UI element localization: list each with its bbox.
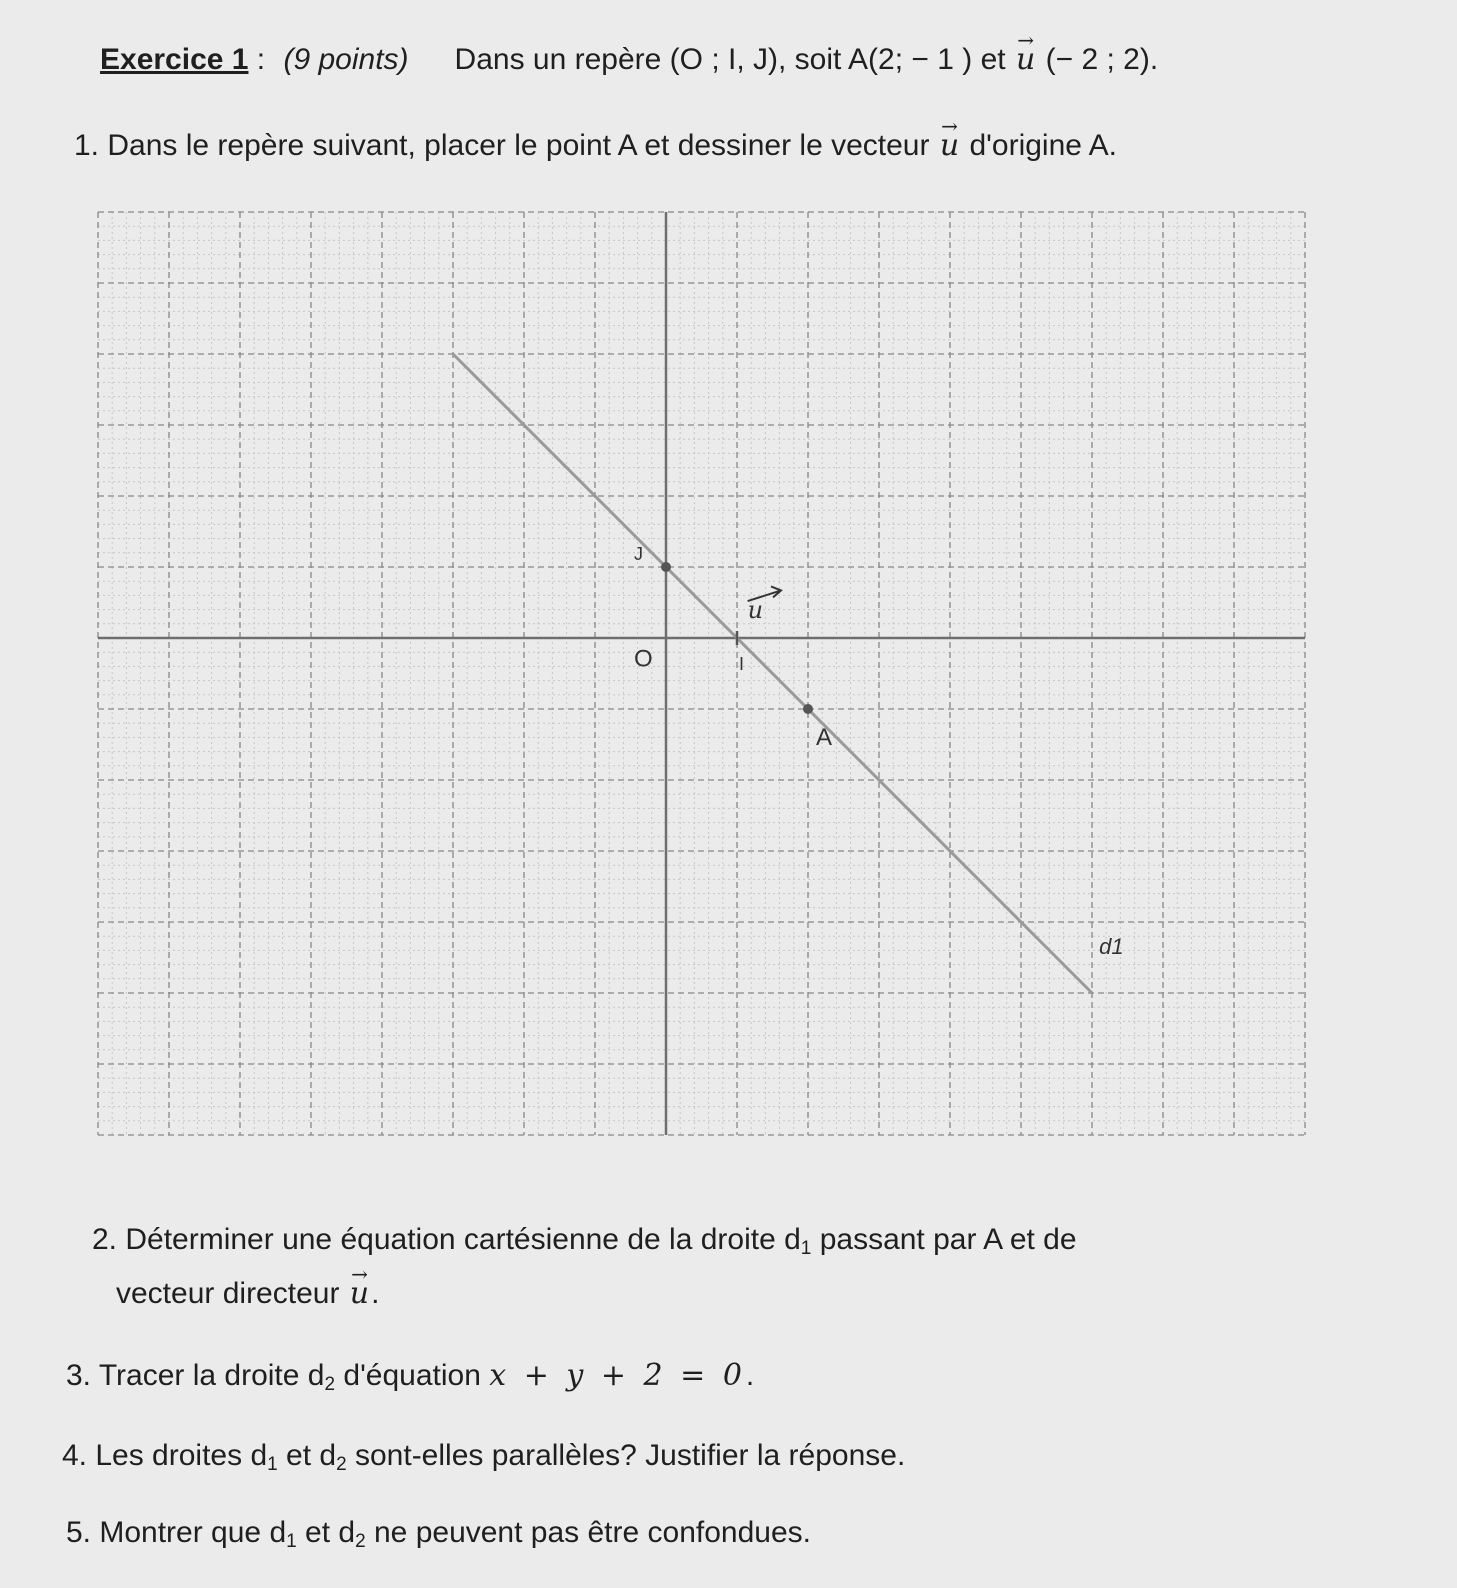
point-j-label: J — [634, 543, 644, 564]
question-2-prefix: 2. Déterminer une équation cartésienne de la droite d — [92, 1223, 801, 1256]
question-3-suffix: . — [745, 1359, 755, 1392]
exercise-title: Exercice 1 — [100, 43, 249, 76]
question-2-line-2 — [116, 1276, 379, 1312]
question-2-suffix: passant par A et de — [811, 1223, 1077, 1256]
question-3-prefix: 3. Tracer la droite d — [66, 1359, 325, 1392]
question-2-subscript: 1 — [800, 1238, 812, 1259]
vector-u-symbol: → u — [1014, 42, 1037, 78]
vector-u-symbol: → u — [938, 128, 961, 164]
question-4-subscript-2: 2 — [336, 1454, 347, 1475]
question-1-suffix: d'origine A. — [961, 129, 1117, 162]
question-3-subscript: 2 — [324, 1374, 336, 1395]
question-4 — [62, 1438, 905, 1483]
question-4-middle: et d — [277, 1439, 337, 1472]
exercise-points: (9 points) — [283, 43, 409, 76]
question-2-line-1 — [92, 1222, 1077, 1267]
question-3-middle: d'équation — [335, 1359, 490, 1392]
question-3-equation: x + y + 2 = 0 — [489, 1358, 746, 1393]
question-3 — [66, 1358, 754, 1403]
header-colon: : — [248, 43, 274, 76]
point-j-marker — [661, 562, 671, 572]
question-1 — [74, 128, 1117, 164]
major-grid — [98, 212, 1305, 1135]
question-5-subscript-1: 1 — [286, 1531, 297, 1552]
question-4-subscript-1: 1 — [267, 1454, 278, 1475]
question-4-prefix: 4. Les droites d — [62, 1439, 268, 1472]
point-a-label: A — [816, 724, 833, 751]
question-2-line-2-prefix: vecteur directeur — [116, 1277, 348, 1310]
origin-label: O — [634, 645, 653, 673]
point-i-label: I — [739, 653, 745, 674]
question-5-middle: et d — [296, 1516, 356, 1549]
question-5-prefix: 5. Montrer que d — [66, 1516, 287, 1549]
question-5-subscript-2: 2 — [355, 1531, 366, 1552]
header-statement-prefix: Dans un repère (O ; I, J), soit A(2; − 1 ) et — [454, 43, 1014, 76]
question-4-suffix: sont-elles parallèles? Justifier la réponse. — [346, 1439, 906, 1472]
question-5-suffix: ne peuvent pas être confondues. — [365, 1516, 811, 1549]
question-1-prefix: 1. Dans le repère suivant, placer le point A et dessiner le vecteur — [74, 129, 938, 162]
header-statement-suffix: (− 2 ; 2). — [1037, 43, 1159, 76]
vector-u-symbol: → u — [348, 1276, 371, 1312]
exercise-header — [100, 42, 1158, 78]
line-d1-label: d1 — [1099, 933, 1124, 959]
point-a-marker — [803, 704, 813, 714]
question-2-line-2-suffix: . — [371, 1277, 380, 1310]
minor-grid — [98, 212, 1305, 1135]
vector-u-label: u — [747, 596, 764, 625]
line-d1 — [453, 354, 1092, 993]
question-5 — [66, 1515, 811, 1560]
